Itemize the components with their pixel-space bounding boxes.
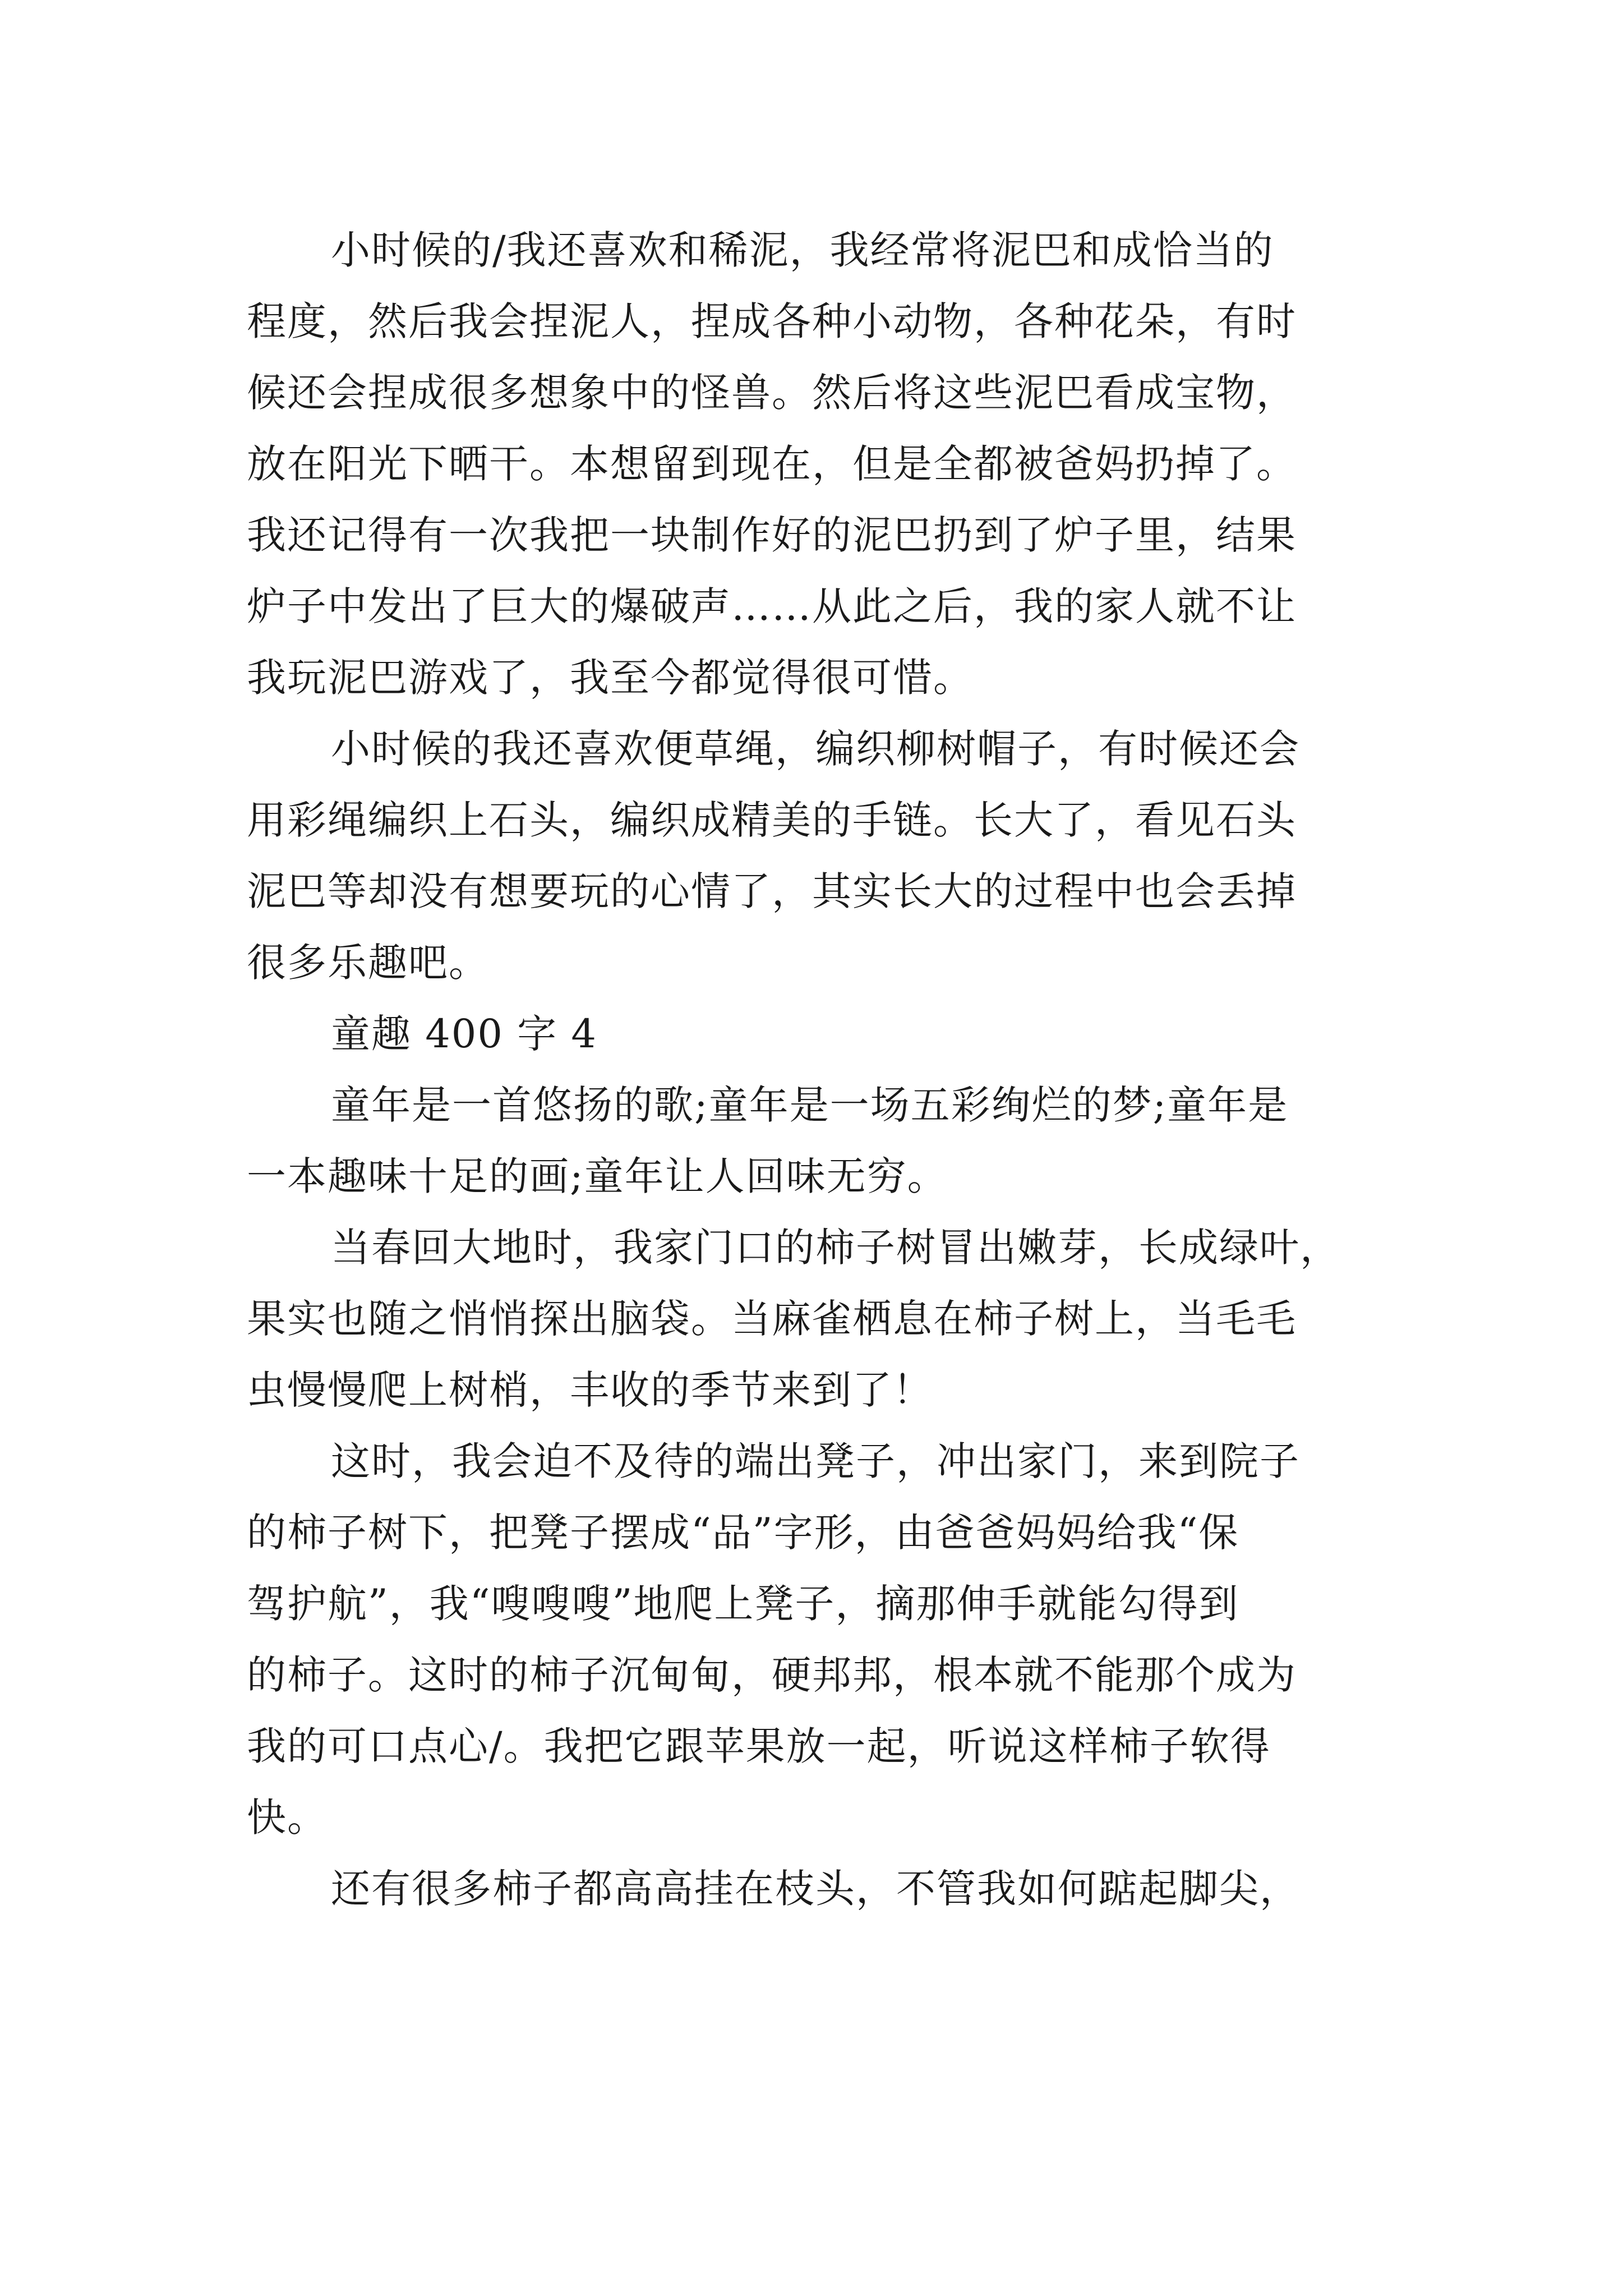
text-line: 放在阳光下晒干。本想留到现在，但是全都被爸妈扔掉了。 bbox=[247, 441, 1297, 487]
paragraph-persimmon-picking bbox=[247, 1426, 1391, 1853]
paragraph-spring bbox=[247, 1212, 1391, 1426]
paragraph-high-branches bbox=[247, 1853, 1391, 1925]
text-line: 驾护航”，我“嗖嗖嗖”地爬上凳子，摘那伸手就能勾得到 bbox=[247, 1581, 1239, 1627]
paragraph-childhood-intro bbox=[247, 1070, 1391, 1212]
text-line: 很多乐趣吧。 bbox=[247, 940, 489, 986]
text-line: 虫慢慢爬上树梢，丰收的季节来到了！ bbox=[247, 1367, 933, 1413]
text-line: 这时，我会迫不及待的端出凳子，冲出家门，来到院子 bbox=[331, 1438, 1300, 1484]
text-line: 我玩泥巴游戏了，我至今都觉得很可惜。 bbox=[247, 655, 974, 701]
text-line: 程度，然后我会捏泥人，捏成各种小动物，各种花朵，有时 bbox=[247, 298, 1297, 344]
text-line: 用彩绳编织上石头，编织成精美的手链。长大了，看见石头 bbox=[247, 797, 1297, 843]
text-line: 还有很多柿子都高高挂在枝头，不管我如何踮起脚尖， bbox=[331, 1866, 1300, 1912]
text-line: 的柿子。这时的柿子沉甸甸，硬邦邦，根本就不能那个成为 bbox=[247, 1652, 1297, 1698]
text-line: 小时候的我还喜欢便草绳，编织柳树帽子，有时候还会 bbox=[331, 726, 1300, 772]
text-line: 我还记得有一次我把一块制作好的泥巴扔到了炉子里，结果 bbox=[247, 512, 1297, 558]
text-line: 果实也随之悄悄探出脑袋。当麻雀栖息在柿子树上，当毛毛 bbox=[247, 1296, 1297, 1342]
text-line: 一本趣味十足的画;童年让人回味无穷。 bbox=[247, 1153, 948, 1199]
paragraph-mud-play bbox=[247, 215, 1391, 714]
text-line: 候还会捏成很多想象中的怪兽。然后将这些泥巴看成宝物， bbox=[247, 370, 1297, 416]
section-heading bbox=[247, 999, 1391, 1070]
paragraph-weaving bbox=[247, 714, 1391, 999]
text-line: 的柿子树下，把凳子摆成“品”字形，由爸爸妈妈给我“保 bbox=[247, 1510, 1239, 1556]
text-line: 童年是一首悠扬的歌;童年是一场五彩绚烂的梦;童年是 bbox=[331, 1082, 1289, 1128]
document-body bbox=[247, 215, 1391, 1925]
heading-text: 童趣 400 字 4 bbox=[331, 1011, 597, 1057]
text-line: 小时候的/我还喜欢和稀泥，我经常将泥巴和成恰当的 bbox=[331, 227, 1274, 273]
text-line: 快。 bbox=[247, 1795, 328, 1841]
text-line: 当春回大地时，我家门口的柿子树冒出嫩芽，长成绿叶， bbox=[331, 1225, 1340, 1271]
text-line: 泥巴等却没有想要玩的心情了，其实长大的过程中也会丢掉 bbox=[247, 868, 1297, 914]
text-line: 炉子中发出了巨大的爆破声……从此之后，我的家人就不让 bbox=[247, 583, 1297, 629]
text-line: 我的可口点心/。我把它跟苹果放一起，听说这样柿子软得 bbox=[247, 1723, 1271, 1769]
